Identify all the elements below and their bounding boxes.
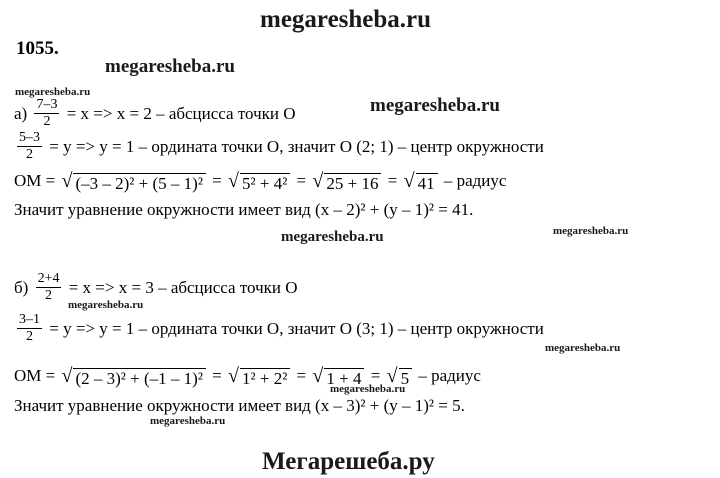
watermark-repeat-7: megaresheba.ru: [545, 342, 621, 354]
part-b-eq-2: =: [296, 366, 307, 385]
watermark-repeat-9: megaresheba.ru: [150, 415, 226, 427]
radical-b1: √ (2 – 3)² + (–1 – 1)²: [61, 368, 205, 387]
part-b-label: б): [14, 277, 29, 297]
part-a-line-1-rest: = x => x = 2 – абсцисса точки О: [66, 103, 296, 123]
radical-b2: √ 1² + 2²: [228, 368, 290, 387]
part-b-om-tail: – радиус: [418, 366, 481, 385]
watermark-top: megaresheba.ru: [260, 6, 432, 33]
radical-b3: √ 1 + 4: [312, 368, 364, 387]
part-a-om-tail: – радиус: [443, 171, 507, 190]
watermark-repeat-2: megaresheba.ru: [370, 95, 500, 116]
part-b-line-2-rest: = y => y = 1 – ордината точки О, значит О (3; 1) – центр окружности: [49, 318, 544, 338]
watermark-repeat-6: megaresheba.ru: [68, 299, 144, 311]
radical-symbol-icon: √: [228, 169, 239, 192]
part-b-line-2: [14, 313, 544, 347]
part-b-eq-3: =: [370, 366, 381, 385]
part-a-line-2-rest: = y => y = 1 – ордината точки О, значит О (2; 1) – центр окружности: [49, 136, 544, 156]
radical-a1: √ (–3 – 2)² + (5 – 1)²: [61, 173, 205, 192]
watermark-bottom: Мегарешеба.ру: [262, 448, 435, 475]
part-b-line-3: [14, 364, 481, 388]
part-b-line-4: Значит уравнение окружности имеет вид (х – 3)² + (у – 1)² = 5.: [14, 396, 465, 415]
radical-symbol-icon: √: [61, 364, 73, 387]
fraction-b2: $\frac{3-1}{2}$: [19, 312, 40, 345]
radical-symbol-icon: √: [312, 364, 324, 387]
fraction-b1: $\frac{2+4}{2}$: [37, 271, 60, 304]
radical-a4: √ 41: [404, 173, 438, 192]
part-a-label: а): [14, 103, 28, 123]
part-a-om-lead: ОМ =: [14, 171, 56, 190]
part-a-eq-3: =: [387, 171, 398, 190]
part-a-line-2: [14, 131, 544, 165]
part-a-eq-2: =: [296, 171, 307, 190]
part-b-line-1-rest: = x => x = 3 – абсцисса точки О: [68, 277, 298, 297]
radical-symbol-icon: √: [61, 169, 73, 192]
radical-a3: √ 25 + 16: [312, 173, 381, 192]
radical-symbol-icon: √: [386, 364, 398, 387]
task-number: 1055.: [16, 38, 59, 59]
watermark-repeat-4: megaresheba.ru: [281, 229, 384, 245]
radical-a2: √ 5² + 4²: [228, 173, 290, 192]
part-b-om-lead: ОМ =: [14, 366, 56, 385]
radical-symbol-icon: √: [403, 169, 415, 192]
fraction-a1: $\frac{7-3}{2}$: [36, 97, 58, 130]
part-a-line-4: Значит уравнение окружности имеет вид (х – 2)² + (у – 1)² = 41.: [14, 200, 474, 219]
watermark-repeat-8: megaresheba.ru: [330, 383, 406, 395]
watermark-repeat-3: megaresheba.ru: [15, 86, 91, 98]
radical-symbol-icon: √: [312, 169, 324, 192]
radical-symbol-icon: √: [228, 364, 239, 387]
watermark-repeat-5: megaresheba.ru: [553, 225, 629, 237]
part-a-line-1: [14, 98, 296, 132]
part-b-line-1: [14, 272, 298, 306]
part-b-eq-1: =: [212, 366, 222, 385]
part-a-eq-1: =: [212, 171, 222, 190]
part-a-line-3: [14, 169, 507, 193]
fraction-a2: $\frac{5-3}{2}$: [19, 130, 40, 163]
radical-b4: √ 5: [387, 368, 413, 387]
watermark-repeat-1: megaresheba.ru: [105, 56, 235, 77]
